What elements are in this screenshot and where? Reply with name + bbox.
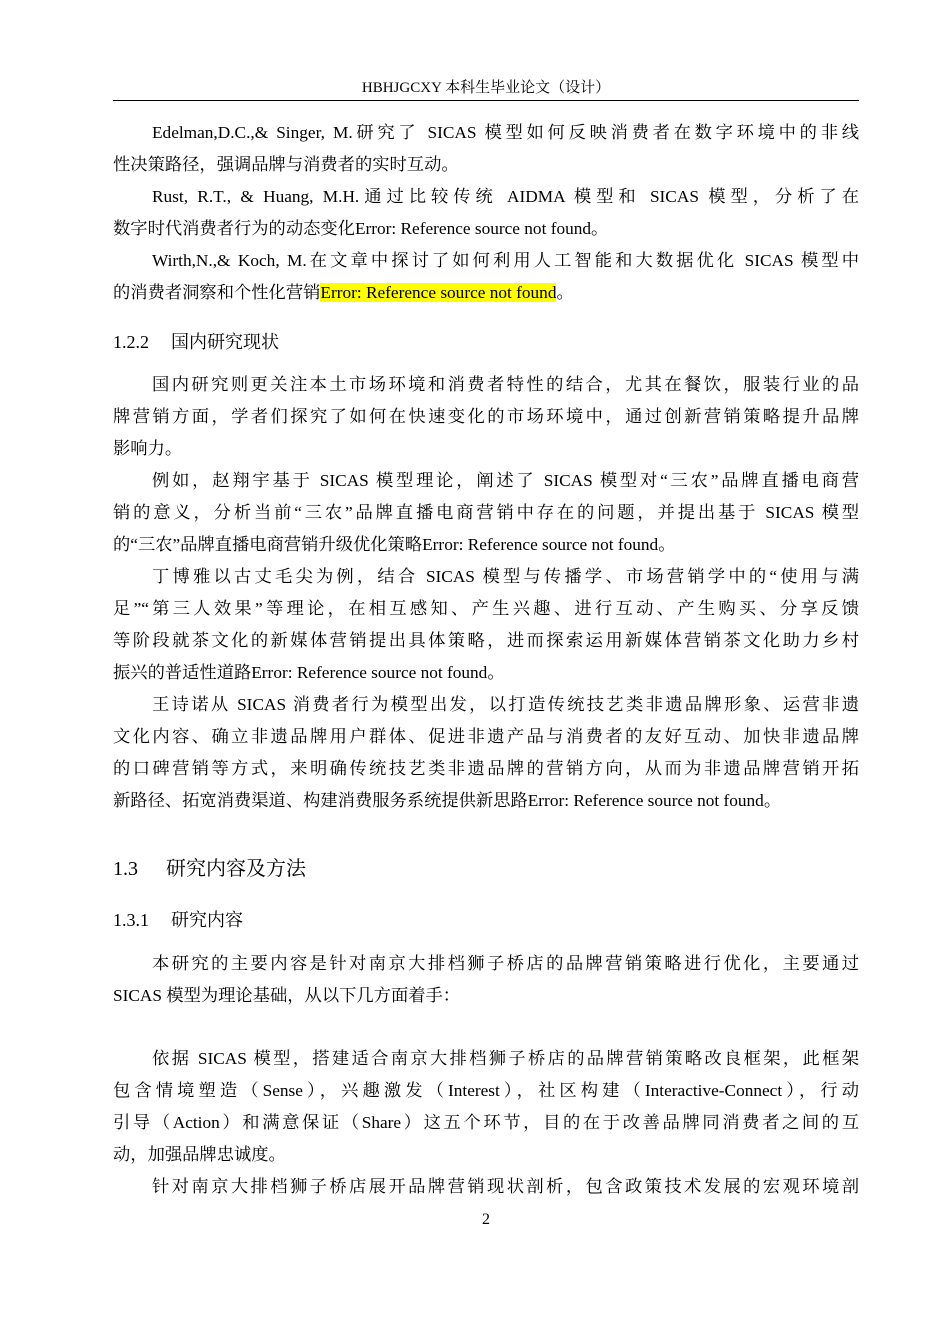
paragraph-line: 丁博雅以古丈毛尖为例，结合 SICAS 模型与传播学、市场营销学中的“使用与满 xyxy=(152,567,859,586)
paragraph-line: 等阶段就茶文化的新媒体营销提出具体策略，进而探索运用新媒体营销茶文化助力乡村 xyxy=(113,631,859,650)
page-header: HBHJGCXY 本科生毕业论文（设计） xyxy=(361,80,611,96)
paragraph-line: 包含情境塑造（Sense），兴趣激发（Interest），社区构建（Interactive-Connect），行动 xyxy=(113,1081,859,1100)
heading-number: 1.3.1 xyxy=(113,910,149,930)
heading-title: 研究内容及方法 xyxy=(166,858,306,880)
text-run: 的消费者洞察和个性化营销 xyxy=(113,283,321,302)
paragraph-line: 依据 SICAS 模型，搭建适合南京大排档狮子桥店的品牌营销策略改良框架，此框架 xyxy=(152,1049,859,1068)
paragraph-line: 文化内容、确立非遗品牌用户群体、促进非遗产品与消费者的友好互动、加快非遗品牌 xyxy=(113,727,859,746)
paragraph-line: 销的意义，分析当前“三农”品牌直播电商营销中存在的问题，并提出基于 SICAS 模型 xyxy=(113,503,859,522)
section-heading-1-3-1 xyxy=(113,909,243,931)
highlighted-reference-error: Error: Reference source not found xyxy=(320,283,557,302)
paragraph-line: 本研究的主要内容是针对南京大排档狮子桥店的品牌营销策略进行优化，主要通过 xyxy=(152,954,859,973)
paragraph-line: 性决策路径，强调品牌与消费者的实时互动。 xyxy=(113,155,459,174)
paragraph-line: 足”“第三人效果”等理论，在相互感知、产生兴趣、进行互动、产生购买、分享反馈 xyxy=(113,599,859,618)
paragraph-line: 新路径、拓宽消费渠道、构建消费服务系统提供新思路Error: Reference source not found。 xyxy=(113,791,782,810)
heading-number: 1.2.2 xyxy=(113,332,149,352)
paragraph-line: 例如，赵翔宇基于 SICAS 模型理论，阐述了 SICAS 模型对“三农”品牌直播电商营 xyxy=(152,471,859,490)
header-divider xyxy=(113,100,859,101)
paragraph-line: 的口碑营销等方式，来明确传统技艺类非遗品牌的营销方向，从而为非遗品牌营销开拓 xyxy=(113,759,859,778)
paragraph-line xyxy=(113,282,859,304)
paragraph-line: 引导（Action）和满意保证（Share）这五个环节，目的在于改善品牌同消费者之间的互 xyxy=(113,1113,859,1132)
paragraph-line: Rust, R.T., & Huang, M.H.通过比较传统 AIDMA 模型和 SICAS 模型，分析了在 xyxy=(152,187,859,206)
heading-title: 研究内容 xyxy=(171,910,243,930)
heading-title: 国内研究现状 xyxy=(171,332,279,352)
text-run: 。 xyxy=(556,283,574,302)
paragraph-line: SICAS 模型为理论基础，从以下几方面着手： xyxy=(113,986,461,1005)
paragraph-line: 影响力。 xyxy=(113,439,183,458)
section-heading-1-3 xyxy=(113,857,306,881)
paragraph-line: Wirth,N.,& Koch, M.在文章中探讨了如何利用人工智能和大数据优化 SICAS 模型中 xyxy=(152,251,859,270)
paragraph-line: 数字时代消费者行为的动态变化Error: Reference source not found。 xyxy=(113,219,609,238)
paragraph-line: 的“三农”品牌直播电商营销升级优化策略Error: Reference source not found。 xyxy=(113,535,676,554)
paragraph-line: 动，加强品牌忠诚度。 xyxy=(113,1145,286,1164)
heading-number: 1.3 xyxy=(113,858,138,880)
paragraph-line: 牌营销方面，学者们探究了如何在快速变化的市场环境中，通过创新营销策略提升品牌 xyxy=(113,407,859,426)
paragraph-line: 针对南京大排档狮子桥店展开品牌营销现状剖析，包含政策技术发展的宏观环境剖 xyxy=(152,1177,859,1196)
section-heading-1-2-2 xyxy=(113,331,279,353)
paragraph-line: 振兴的普适性道路Error: Reference source not found。 xyxy=(113,663,505,682)
paragraph-line: Edelman,D.C.,& Singer, M.研究了 SICAS 模型如何反映消费者在数字环境中的非线 xyxy=(152,123,859,142)
page-number: 2 xyxy=(482,1211,490,1228)
paragraph-line: 国内研究则更关注本土市场环境和消费者特性的结合，尤其在餐饮，服装行业的品 xyxy=(152,375,859,394)
paragraph-line: 王诗诺从 SICAS 消费者行为模型出发，以打造传统技艺类非遗品牌形象、运营非遗 xyxy=(152,695,859,714)
